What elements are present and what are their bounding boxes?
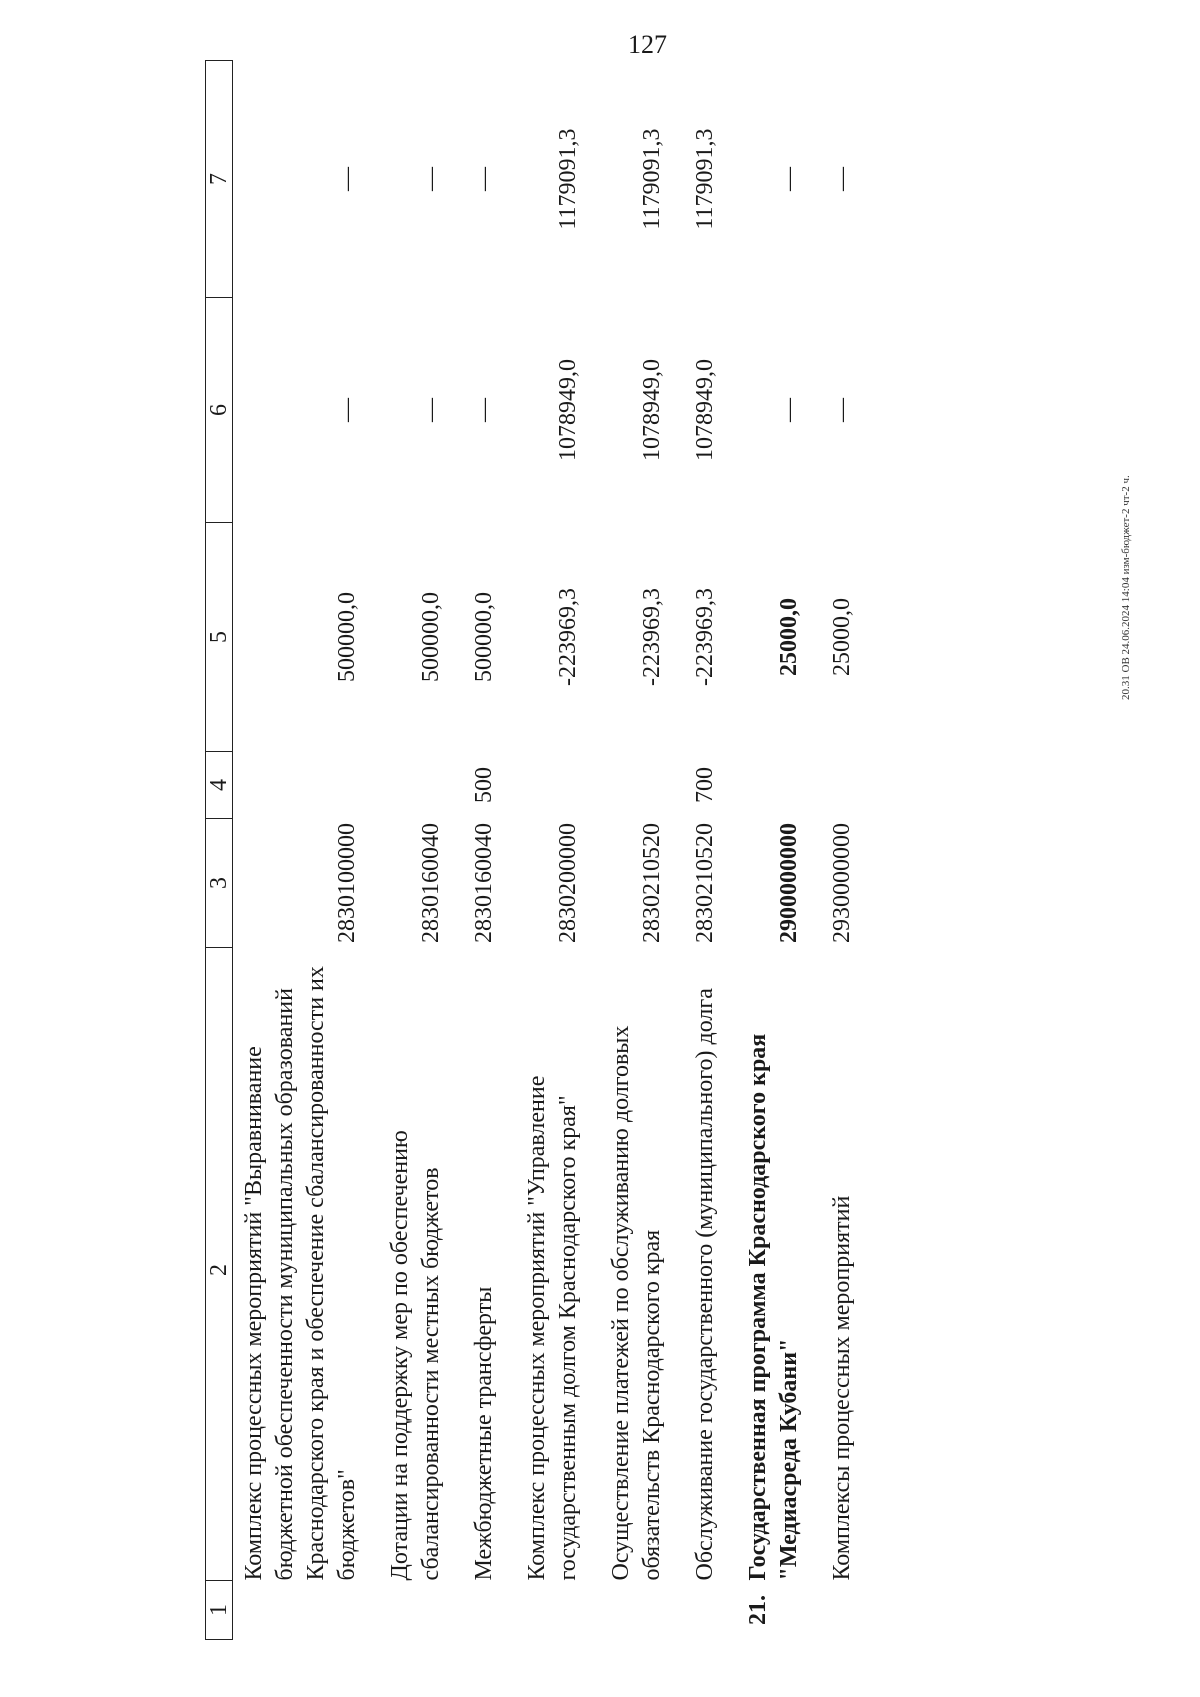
amount-col6: — bbox=[334, 398, 360, 422]
row-name: Дотации на поддержку мер по обеспечению сбалансированности местных бюджетов bbox=[387, 1130, 444, 1581]
row-name: Осуществление платежей по обслуживанию долговых обязательств Краснодарского края bbox=[608, 1025, 665, 1581]
amount-col7: 1179091,3 bbox=[692, 128, 718, 230]
document-footer-code: 20.31 OB 24.06.2024 14:04 изм-бюджет-2 чт-2 ч. bbox=[1120, 475, 1132, 700]
row-name: Комплекс процессных мероприятий "Управление государственным долгом Краснодарского края" bbox=[524, 1075, 581, 1581]
target-article-code: 2830100000 bbox=[334, 823, 360, 943]
column-header-5: 5 bbox=[206, 523, 233, 752]
row-number bbox=[233, 1581, 364, 1640]
budget-table bbox=[205, 60, 858, 1640]
column-header-1: 1 bbox=[206, 1581, 233, 1640]
table-row bbox=[584, 61, 668, 1640]
expense-type bbox=[721, 752, 805, 819]
amount-col6: — bbox=[418, 398, 444, 422]
expense-type: 700 bbox=[692, 767, 718, 803]
row-name: Обслуживание государственного (муниципального) долга bbox=[692, 988, 718, 1581]
row-name: Государственная программа Краснодарского края "Медиасреда Кубани" bbox=[745, 1033, 802, 1581]
amount-col7: 1179091,3 bbox=[555, 128, 581, 230]
expense-type bbox=[363, 752, 447, 819]
amount-col6: — bbox=[829, 398, 855, 422]
amount-col7: — bbox=[471, 167, 497, 191]
row-name: Межбюджетные трансферты bbox=[471, 1286, 497, 1581]
amount-col5: 500000,0 bbox=[418, 592, 444, 682]
amount-col5: 500000,0 bbox=[471, 592, 497, 682]
amount-col5: -223969,3 bbox=[555, 588, 581, 686]
amount-col5: 500000,0 bbox=[334, 592, 360, 682]
row-number bbox=[363, 1581, 447, 1640]
table-row bbox=[668, 61, 721, 1640]
target-article-code: 2930000000 bbox=[829, 823, 855, 943]
amount-col7: — bbox=[776, 167, 802, 191]
row-number bbox=[668, 1581, 721, 1640]
row-number bbox=[584, 1581, 668, 1640]
expense-type bbox=[233, 752, 364, 819]
amount-col5: -223969,3 bbox=[639, 588, 665, 686]
amount-col6: 1078949,0 bbox=[692, 359, 718, 461]
target-article-code: 2830210520 bbox=[692, 823, 718, 943]
column-header-7: 7 bbox=[206, 61, 233, 298]
row-name: Комплексы процессных мероприятий bbox=[829, 1195, 855, 1581]
row-number: 21. bbox=[745, 1595, 771, 1625]
table-row bbox=[500, 61, 584, 1640]
amount-col6: 1078949,0 bbox=[639, 359, 665, 461]
table-row bbox=[233, 61, 364, 1640]
row-name: Комплекс процессных мероприятий "Выравнивание бюджетной обеспеченности муниципальных образований Краснодарского края и обеспечение сбалансированности их бюджетов" bbox=[241, 966, 360, 1581]
table-row bbox=[447, 61, 500, 1640]
column-header-6: 6 bbox=[206, 298, 233, 523]
amount-col6: — bbox=[471, 398, 497, 422]
row-number bbox=[805, 1581, 858, 1640]
amount-col5: 25000,0 bbox=[829, 598, 855, 676]
expense-type bbox=[500, 752, 584, 819]
target-article-code: 2830160040 bbox=[471, 823, 497, 943]
target-article-code: 2830210520 bbox=[639, 823, 665, 943]
rotated-table-container bbox=[205, 80, 1045, 1640]
expense-type: 500 bbox=[471, 767, 497, 803]
column-header-4: 4 bbox=[206, 752, 233, 819]
target-article-code: 2830160040 bbox=[418, 823, 444, 943]
amount-col5: -223969,3 bbox=[692, 588, 718, 686]
amount-col7: 1179091,3 bbox=[639, 128, 665, 230]
amount-col7: — bbox=[418, 167, 444, 191]
amount-col6: 1078949,0 bbox=[555, 359, 581, 461]
expense-type bbox=[584, 752, 668, 819]
amount-col7: — bbox=[829, 167, 855, 191]
table-row bbox=[363, 61, 447, 1640]
page-number: 127 bbox=[628, 30, 667, 59]
amount-col7: — bbox=[334, 167, 360, 191]
expense-type bbox=[805, 752, 858, 819]
column-header-3: 3 bbox=[206, 819, 233, 948]
amount-col6: — bbox=[776, 398, 802, 422]
amount-col5: 25000,0 bbox=[776, 598, 802, 676]
column-header-2: 2 bbox=[206, 948, 233, 1581]
row-number bbox=[500, 1581, 584, 1640]
table-row bbox=[805, 61, 858, 1640]
table-header-row bbox=[206, 61, 233, 1640]
table-row bbox=[721, 61, 805, 1640]
target-article-code: 2830200000 bbox=[555, 823, 581, 943]
target-article-code: 2900000000 bbox=[776, 823, 802, 943]
row-number bbox=[447, 1581, 500, 1640]
